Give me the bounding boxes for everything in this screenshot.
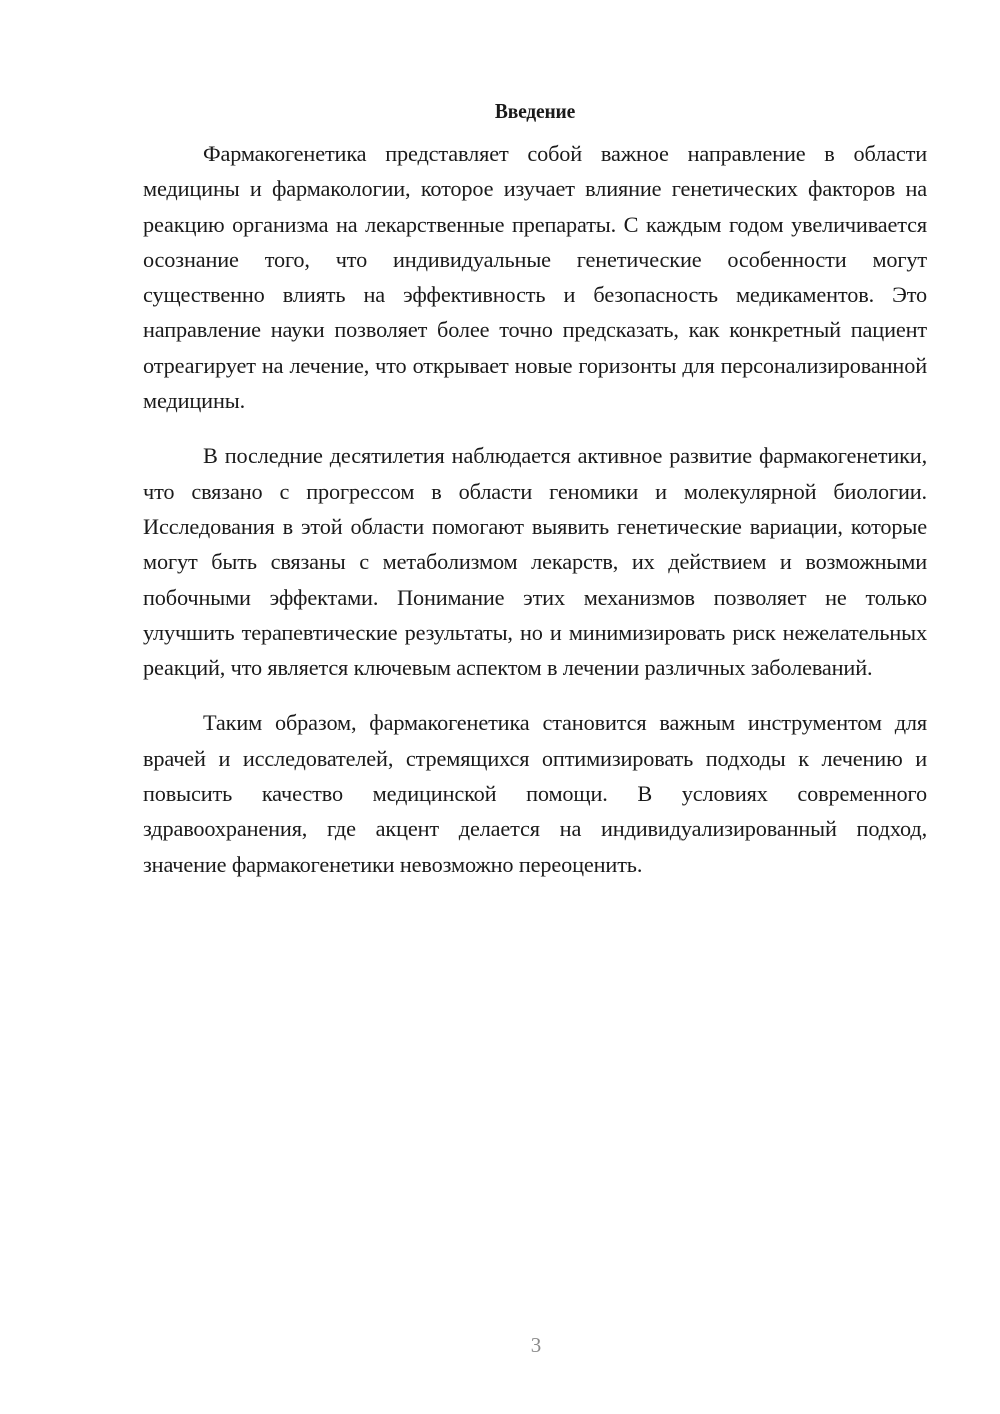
paragraph-3: Таким образом, фармакогенетика становится важным инструментом для врачей и исследователей, стремящихся оптимизировать подходы к лечению и повысить качество медицинской помощи. В условиях современного здравоохранения, где акцент делается на индивидуализированный подход, значение фармакогенетики невозможно переоценить.: [143, 710, 927, 877]
section-heading: Введение: [494, 99, 576, 123]
page-number: 3: [530, 1333, 542, 1357]
document-page: [143, 94, 927, 882]
paragraph-2: В последние десятилетия наблюдается активное развитие фармакогенетики, что связано с прогрессом в области геномики и молекулярной биологии. Исследования в этой области помогают выявить генетические вариации, которые могут быть связаны с метаболизмом лекарств, их действием и возможными побочными эффектами. Понимание этих механизмов позволяет не только улучшить терапевтические результаты, но и минимизировать риск нежелательных реакций, что является ключевым аспектом в лечении различных заболеваний.: [143, 443, 927, 681]
paragraph-1: Фармакогенетика представляет собой важное направление в области медицины и фармакологии, которое изучает влияние генетических факторов на реакцию организма на лекарственные препараты. С каждым годом увеличивается осознание того, что индивидуальные генетические особенности могут существенно влиять на эффективность и безопасность медикаментов. Это направление науки позволяет более точно предсказать, как конкретный пациент отреагирует на лечение, что открывает новые горизонты для персонализированной медицины.: [143, 141, 927, 414]
